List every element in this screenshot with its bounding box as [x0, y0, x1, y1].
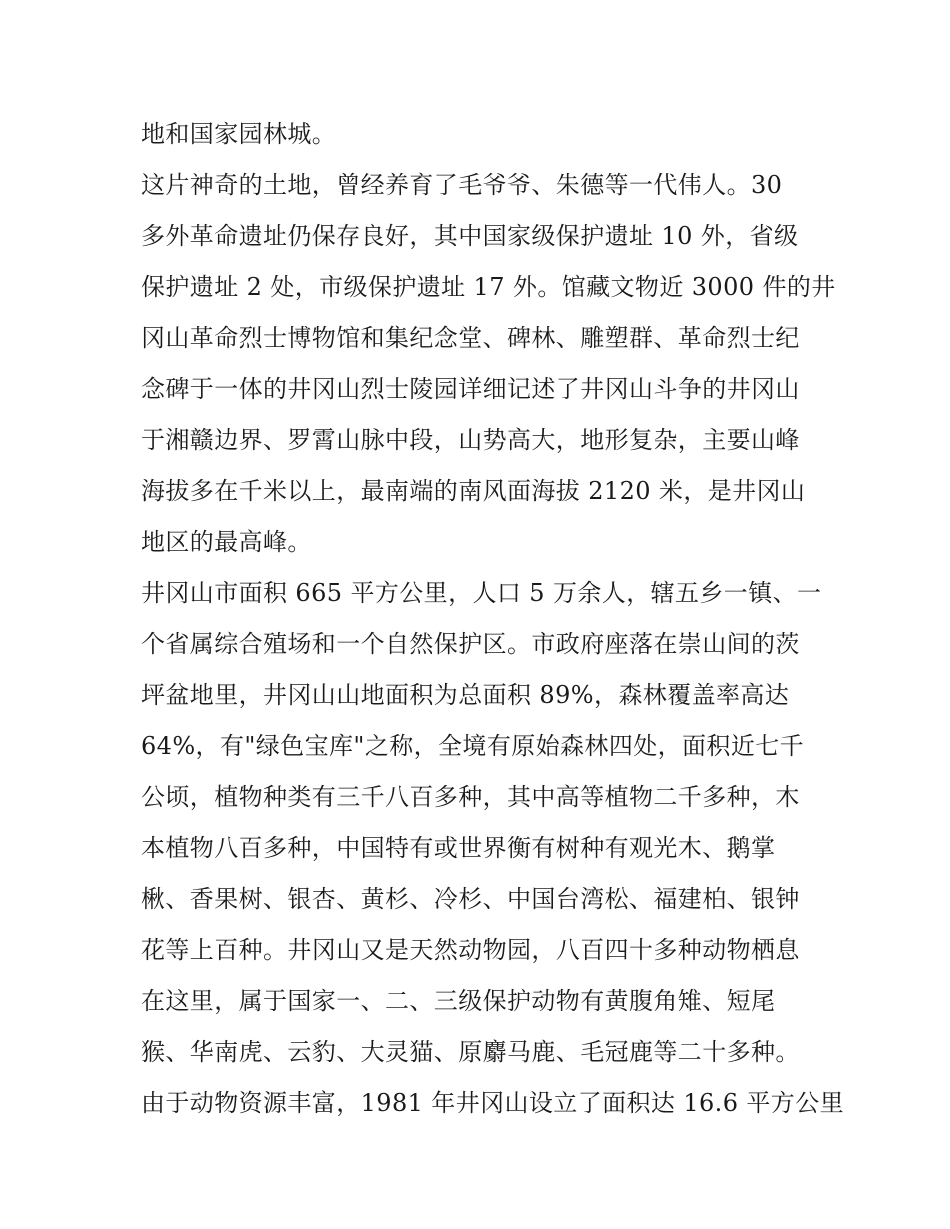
text-line: 64%，有"绿色宝库"之称，全境有原始森林四处，面积近七千 — [141, 732, 805, 760]
text-line: 花等上百种。井冈山又是天然动物园，八百四十多种动物栖息 — [141, 936, 800, 964]
text-line: 个省属综合殖场和一个自然保护区。市政府座落在崇山间的茨 — [141, 630, 800, 658]
text-line: 井冈山市面积 665 平方公里，人口 5 万余人，辖五乡一镇、一 — [141, 579, 822, 607]
text-line: 冈山革命烈士博物馆和集纪念堂、碑林、雕塑群、革命烈士纪 — [141, 324, 800, 352]
text-line: 海拔多在千米以上，最南端的南风面海拔 2120 米，是井冈山 — [141, 477, 806, 505]
text-line: 念碑于一体的井冈山烈士陵园详细记述了井冈山斗争的井冈山 — [141, 375, 800, 403]
text-line: 猴、华南虎、云豹、大灵猫、原麝马鹿、毛冠鹿等二十多种。 — [141, 1038, 800, 1066]
text-line: 多外革命遗址仍保存良好，其中国家级保护遗址 10 外，省级 — [141, 222, 799, 250]
text-line: 地和国家园林城。 — [141, 120, 337, 148]
text-line: 保护遗址 2 处，市级保护遗址 17 外。馆藏文物近 3000 件的井 — [141, 273, 836, 301]
text-line: 在这里，属于国家一、二、三级保护动物有黄腹角雉、短尾 — [141, 987, 776, 1015]
body-text — [141, 109, 845, 1129]
text-line: 公顷，植物种类有三千八百多种，其中高等植物二千多种，木 — [141, 783, 800, 811]
text-line: 地区的最高峰。 — [141, 528, 312, 556]
text-line: 于湘赣边界、罗霄山脉中段，山势高大，地形复杂，主要山峰 — [141, 426, 800, 454]
text-line: 楸、香果树、银杏、黄杉、冷杉、中国台湾松、福建柏、银钟 — [141, 885, 800, 913]
text-line: 这片神奇的土地，曾经养育了毛爷爷、朱德等一代伟人。30 — [141, 171, 783, 199]
text-line: 坪盆地里，井冈山山地面积为总面积 89%，森林覆盖率高达 — [141, 681, 790, 709]
text-line: 本植物八百多种，中国特有或世界衡有树种有观光木、鹅掌 — [141, 834, 776, 862]
text-line: 由于动物资源丰富，1981 年井冈山设立了面积达 16.6 平方公里 — [141, 1089, 845, 1117]
